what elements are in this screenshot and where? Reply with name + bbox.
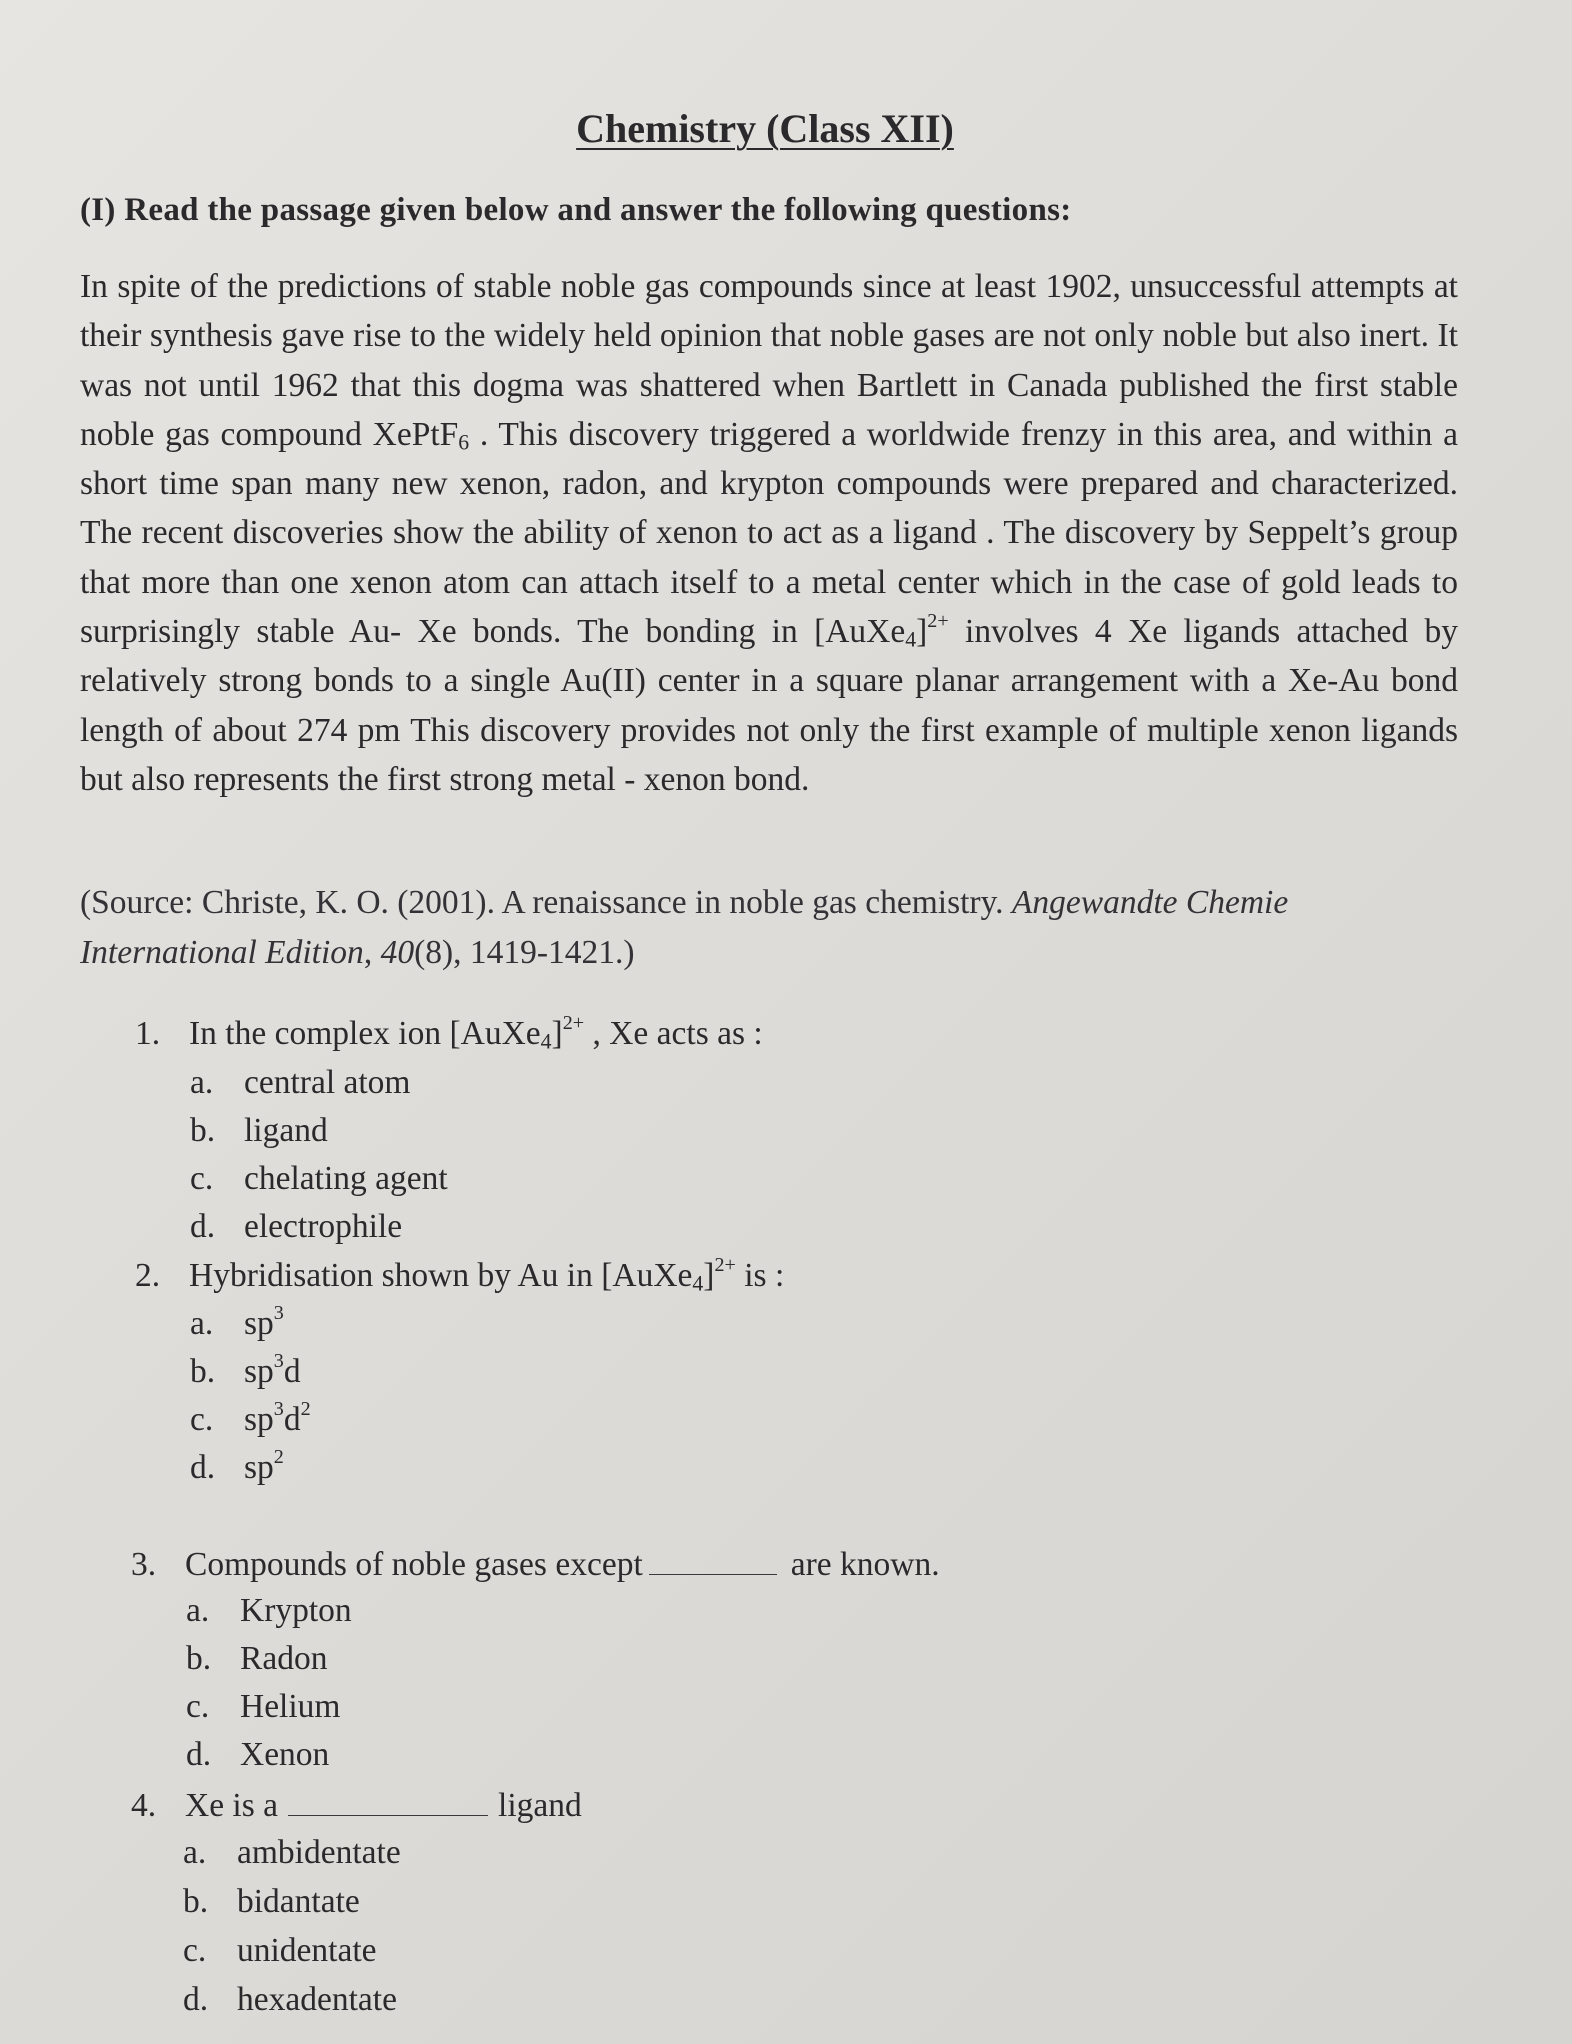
option-1c[interactable]: [190, 1160, 448, 1198]
option-base: sp: [244, 1449, 274, 1486]
option-text: electrophile: [244, 1208, 403, 1245]
question-number: 1.: [135, 1015, 161, 1052]
option-letter: b.: [186, 1640, 212, 1677]
option-letter: b.: [190, 1353, 216, 1390]
question-1: [135, 1011, 763, 1054]
passage-subscript-6: 6: [458, 430, 470, 455]
question-3: [131, 1544, 940, 1584]
passage-subscript-4: 4: [905, 627, 917, 652]
option-text: Radon: [240, 1640, 328, 1677]
option-letter: d.: [190, 1208, 216, 1245]
question-4: [131, 1785, 582, 1825]
option-2c[interactable]: [190, 1397, 311, 1439]
option-1a[interactable]: [190, 1064, 411, 1102]
option-3a[interactable]: [186, 1592, 352, 1630]
question-subscript: 4: [540, 1029, 552, 1054]
question-charge: 2+: [714, 1253, 736, 1276]
option-letter: a.: [183, 1834, 207, 1871]
answer-blank[interactable]: [649, 1544, 777, 1575]
option-letter: a.: [190, 1064, 214, 1101]
option-text: Krypton: [240, 1592, 352, 1629]
source-citation: [80, 878, 1458, 978]
option-base: sp: [244, 1353, 274, 1390]
option-letter: a.: [190, 1305, 214, 1342]
option-letter: c.: [186, 1688, 210, 1725]
answer-blank[interactable]: [288, 1785, 488, 1816]
option-orbital: d: [283, 1401, 301, 1438]
passage-charge: 2+: [927, 610, 949, 633]
option-text: ambidentate: [237, 1834, 401, 1871]
option-text: chelating agent: [244, 1160, 448, 1197]
option-text: Helium: [240, 1688, 341, 1725]
option-superscript: 2: [273, 1445, 284, 1468]
page-title: Chemistry (Class XII): [576, 106, 954, 151]
option-letter: b.: [183, 1883, 209, 1920]
citation-separator: ,: [363, 934, 381, 971]
question-number: 2.: [135, 1257, 161, 1294]
option-3d[interactable]: [186, 1736, 329, 1774]
question-text: Xe is a: [185, 1787, 279, 1824]
question-text-end: , Xe acts as :: [584, 1015, 763, 1052]
option-letter: d.: [186, 1736, 212, 1773]
question-charge: 2+: [562, 1011, 585, 1034]
option-superscript: 3: [273, 1301, 284, 1324]
passage-text-1: In spite of the predictions of stable noble gas compounds since at least 1902, unsuccessful attempts at their synthesis gave rise to the widely held opinion that noble gases are not only noble but also inert. It was not until 1962 that this dogma was shattered when Bartlett in Canada published the first stable noble gas compound XePtF: [80, 268, 1458, 453]
option-text: bidantate: [237, 1883, 360, 1920]
citation-volume: 40: [380, 934, 415, 971]
option-letter: c.: [183, 1932, 207, 1969]
option-superscript: 3: [273, 1349, 284, 1372]
question-number: 4.: [131, 1787, 157, 1824]
option-1b[interactable]: [190, 1112, 328, 1150]
option-letter: c.: [190, 1160, 214, 1197]
citation-suffix: (8), 1419-1421.): [414, 934, 635, 971]
question-2: [135, 1253, 785, 1296]
option-2b[interactable]: [190, 1349, 301, 1391]
option-4b[interactable]: [183, 1883, 360, 1921]
option-text: unidentate: [237, 1932, 377, 1969]
citation-prefix: (Source: Christe, K. O. (2001). A renaissance in noble gas chemistry.: [80, 884, 1012, 921]
option-letter: d.: [183, 1981, 209, 2018]
question-text: Compounds of noble gases except: [185, 1546, 643, 1583]
option-letter: c.: [190, 1401, 214, 1438]
option-superscript: 3: [273, 1397, 284, 1420]
question-text-end: ligand: [498, 1787, 582, 1824]
option-text: Xenon: [240, 1736, 330, 1773]
option-letter: d.: [190, 1449, 216, 1486]
citation-journal: Angewandte Chemie International Edition: [80, 884, 1289, 971]
option-base: sp: [244, 1305, 274, 1342]
option-letter: a.: [186, 1592, 210, 1629]
passage-text-2: . This discovery triggered a worldwide frenzy in this area, and within a short time span many new xenon, radon, and krypton compounds were prepared and characterized. The recent discoveries show the ability of xenon to act as a ligand . The discovery by Seppelt’s group that more than one xenon atom can attach itself to a metal center which in the case of gold leads to surprisingly stable Au- Xe bonds. The bonding in [AuXe: [80, 415, 1459, 651]
question-text-end: is :: [735, 1257, 785, 1294]
option-text: ligand: [244, 1112, 328, 1149]
option-3b[interactable]: [186, 1640, 327, 1678]
option-superscript-2: 2: [300, 1397, 311, 1420]
option-3c[interactable]: [186, 1688, 340, 1726]
option-2a[interactable]: [190, 1301, 284, 1343]
question-number: 3.: [131, 1546, 157, 1583]
option-text: central atom: [244, 1064, 411, 1101]
option-4d[interactable]: [183, 1981, 397, 2019]
question-text: In the complex ion [AuXe: [189, 1015, 541, 1052]
passage-text-3: involves 4 Xe ligands attached by relatively strong bonds to a single Au(II) center in a square planar arrangement with a Xe-Au bond length of about 274 pm This discovery provides not only the first example of multiple xenon ligands but also represents the first strong metal - xenon bond.: [80, 613, 1458, 798]
question-bracket: ]: [551, 1015, 563, 1052]
section-instruction: (I) Read the passage given below and answer the following questions:: [80, 192, 1072, 228]
passage-bracket: ]: [916, 613, 928, 651]
option-2d[interactable]: [190, 1445, 284, 1487]
option-text: hexadentate: [237, 1981, 397, 2018]
option-4a[interactable]: [183, 1834, 401, 1872]
question-text: Hybridisation shown by Au in [AuXe: [189, 1257, 693, 1294]
option-4c[interactable]: [183, 1932, 377, 1970]
question-bracket: ]: [703, 1257, 715, 1294]
option-orbital: d: [283, 1353, 301, 1390]
question-text-end: are known.: [790, 1546, 940, 1583]
question-subscript: 4: [692, 1271, 704, 1296]
option-base: sp: [244, 1401, 274, 1438]
reading-passage: [80, 262, 1458, 804]
option-letter: b.: [190, 1112, 216, 1149]
option-1d[interactable]: [190, 1208, 402, 1246]
